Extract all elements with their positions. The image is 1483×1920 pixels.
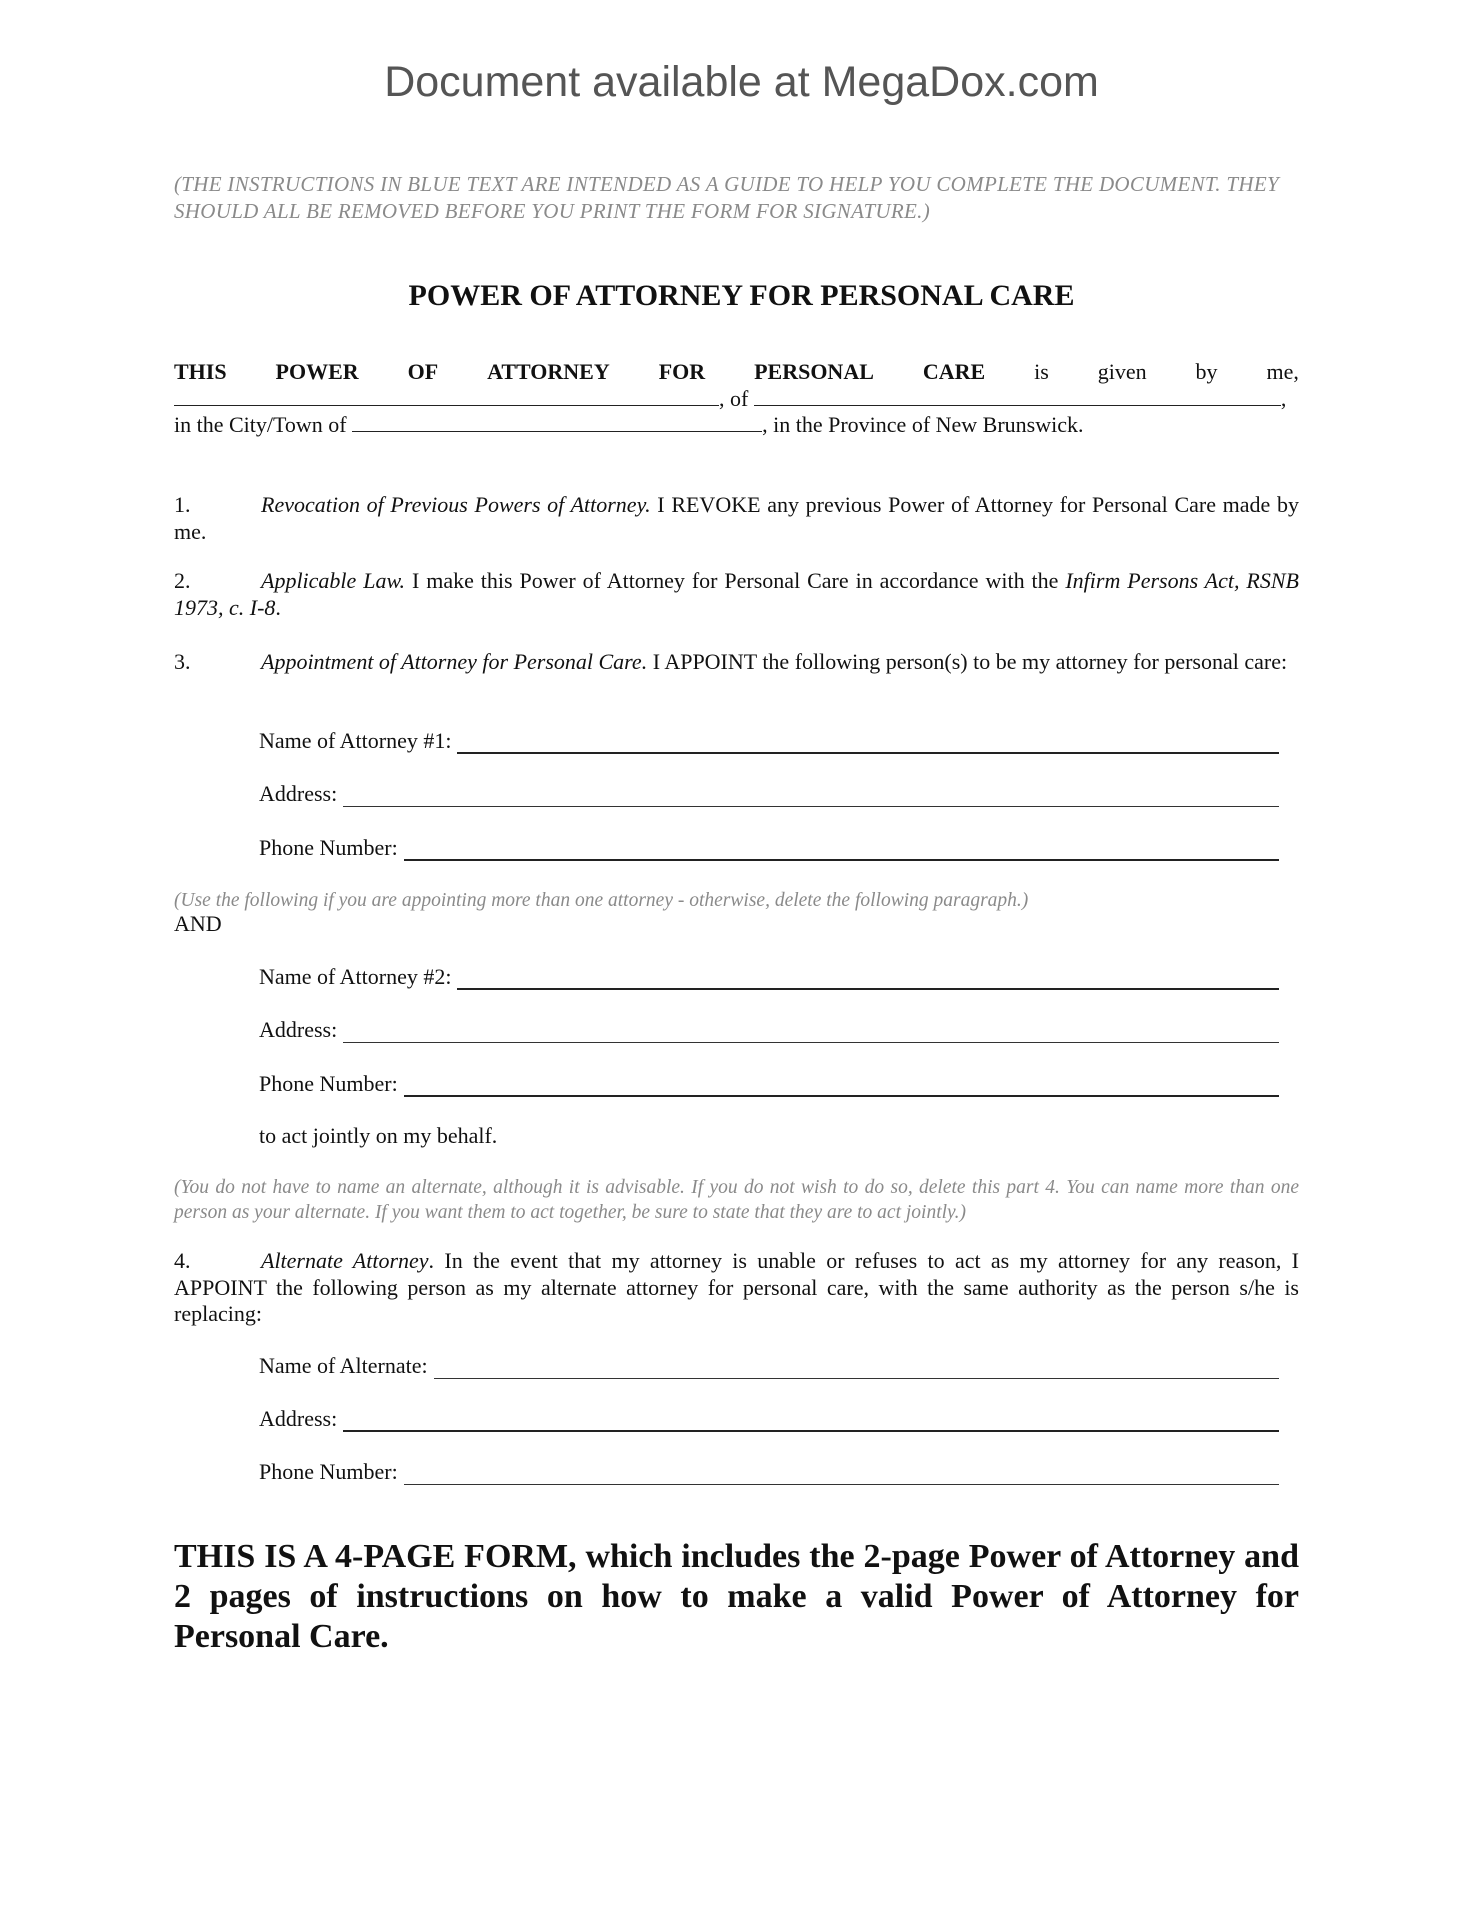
field-label: Name of Attorney #2: — [259, 964, 452, 989]
province-text: , in the Province of New Brunswick. — [762, 412, 1084, 437]
clause-3 — [174, 649, 1299, 676]
intro-word: CARE — [922, 359, 986, 384]
attorney2-name-field[interactable] — [259, 964, 1279, 990]
alternate-name-field[interactable] — [259, 1353, 1279, 1379]
attorney2-address-line[interactable] — [343, 1020, 1279, 1043]
of-text: , of — [719, 385, 749, 411]
four-page-form-notice: THIS IS A 4-PAGE FORM, which includes the 2-page Power of Attorney and 2 pages of instructions on how to make a valid Power of Attorney for Personal Care. — [174, 1538, 1299, 1655]
attorney1-name-line[interactable] — [457, 730, 1279, 754]
field-label: Phone Number: — [259, 1071, 398, 1096]
intro-line-1 — [174, 359, 1299, 386]
attorney2-name-line[interactable] — [457, 966, 1279, 990]
alternate-address-line[interactable] — [343, 1408, 1279, 1432]
comma-text: , — [1280, 385, 1287, 411]
field-label: Name of Attorney #1: — [259, 728, 452, 753]
grantor-address-blank[interactable] — [754, 387, 1281, 406]
city-label: in the City/Town of — [174, 412, 347, 437]
multiple-attorney-note: (Use the following if you are appointing more than one attorney - otherwise, delete the following paragraph.) — [174, 890, 1029, 911]
clause-2 — [174, 568, 1299, 621]
clause-text: I REVOKE any previous Power of Attorney for Personal Care made by me. — [174, 492, 1299, 544]
alternate-name-line[interactable] — [434, 1356, 1279, 1379]
intro-word: OF — [407, 359, 439, 384]
clause-end: . — [275, 594, 281, 620]
field-label: Name of Alternate: — [259, 1353, 428, 1378]
alternate-phone-field[interactable] — [259, 1459, 1279, 1485]
intro-word: FOR — [658, 359, 706, 384]
jointly-text: to act jointly on my behalf. — [259, 1123, 498, 1148]
attorney2-address-field[interactable] — [259, 1017, 1279, 1043]
intro-word: POWER — [275, 359, 359, 384]
attorney1-phone-field[interactable] — [259, 835, 1279, 861]
intro-word: is — [1034, 359, 1049, 384]
clause-number: 2. — [174, 568, 191, 593]
intro-word: me, — [1266, 359, 1299, 384]
clause-heading: Appointment of Attorney for Personal Care. — [261, 649, 648, 674]
intro-word: THIS — [174, 359, 227, 384]
clause-number: 4. — [174, 1248, 191, 1273]
clause-number: 3. — [174, 649, 191, 674]
clause-number: 1. — [174, 492, 191, 517]
field-label: Phone Number: — [259, 835, 398, 860]
instructions-note: (THE INSTRUCTIONS IN BLUE TEXT ARE INTENDED AS A GUIDE TO HELP YOU COMPLETE THE DOCUMENT. THEY SHOULD ALL BE REMOVED BEFORE YOU PRINT THE FORM FOR SIGNATURE.) — [174, 172, 1279, 223]
attorney1-address-line[interactable] — [343, 784, 1279, 807]
intro-word: ATTORNEY — [487, 359, 610, 384]
intro-line-2 — [174, 386, 1299, 413]
clause-heading: Revocation of Previous Powers of Attorney. — [261, 492, 651, 517]
field-label: Address: — [259, 781, 338, 806]
intro-word: by — [1195, 359, 1218, 384]
intro-line-3 — [174, 412, 1299, 439]
attorney2-phone-field[interactable] — [259, 1071, 1279, 1097]
clause-1 — [174, 492, 1299, 545]
intro-word: given — [1097, 359, 1147, 384]
field-label: Address: — [259, 1406, 338, 1431]
city-blank[interactable] — [352, 413, 762, 432]
alternate-address-field[interactable] — [259, 1406, 1279, 1432]
clause-text: . In the event that my attorney is unable or refuses to act as my attorney for any reason, I APPOINT the following person as my alternate attorney for personal care, with the same authority as the person s/he is replacing: — [174, 1248, 1299, 1326]
attorney1-address-field[interactable] — [259, 781, 1279, 807]
intro-paragraph — [174, 359, 1299, 439]
alternate-note: (You do not have to name an alternate, although it is advisable. If you do not wish to do so, delete this part 4. You can name more than one person as your alternate. If you want them to act together, be sure to state that they are to act jointly.) — [174, 1177, 1299, 1223]
alternate-phone-line[interactable] — [404, 1462, 1279, 1485]
and-text: AND — [174, 911, 222, 936]
field-label: Address: — [259, 1017, 338, 1042]
document-title: POWER OF ATTORNEY FOR PERSONAL CARE — [408, 279, 1075, 312]
attorney2-phone-line[interactable] — [404, 1073, 1279, 1097]
clause-text: I APPOINT the following person(s) to be my attorney for personal care: — [647, 649, 1288, 674]
attorney1-phone-line[interactable] — [404, 837, 1279, 861]
clause-heading: Applicable Law. — [261, 568, 406, 593]
act-citation: Infirm Persons Act, RSNB 1973, c. I-8 — [174, 568, 1299, 620]
grantor-name-blank[interactable] — [174, 387, 719, 406]
field-label: Phone Number: — [259, 1459, 398, 1484]
megadox-banner: Document available at MegaDox.com — [384, 58, 1099, 106]
clause-heading: Alternate Attorney — [261, 1248, 429, 1273]
intro-word: PERSONAL — [754, 359, 874, 384]
clause-text: I make this Power of Attorney for Personal Care in accordance with the — [405, 568, 1066, 593]
clause-4 — [174, 1248, 1299, 1328]
attorney1-name-field[interactable] — [259, 728, 1279, 754]
